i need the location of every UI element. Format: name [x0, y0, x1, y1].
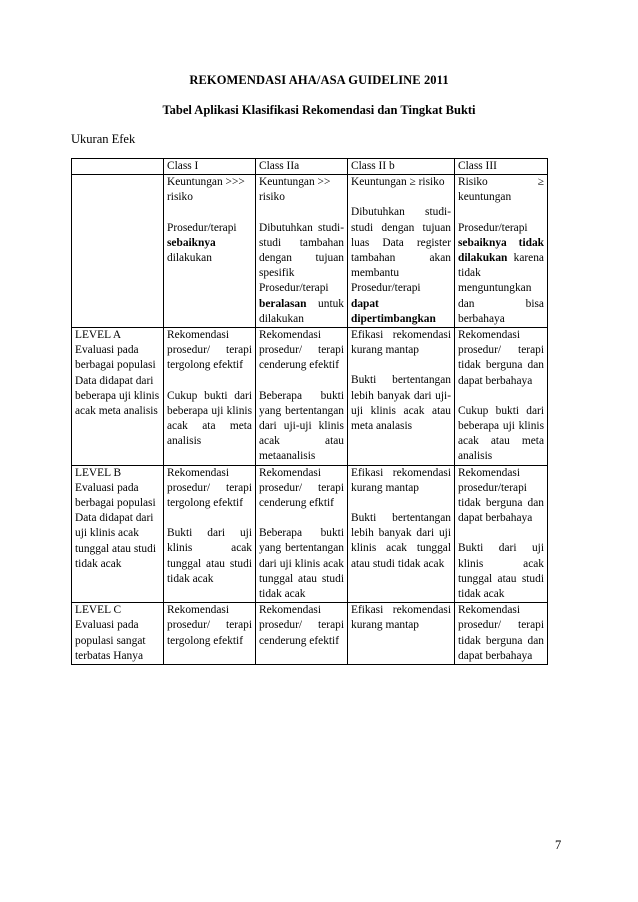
class-description-row	[72, 175, 548, 328]
class-i-ratio: Keuntungan >>> risiko	[167, 176, 245, 204]
class-iia-ratio: Keuntungan >> risiko	[259, 176, 331, 204]
level-b-class-i: Rekomendasi prosedur/ terapi tergolong efektif Bukti dari uji klinis acak tunggal atau studi tidak acak	[164, 465, 256, 603]
level-c-class-iib: Efikasi rekomendasi kurang mantap	[348, 603, 455, 665]
class-iia-description	[256, 175, 348, 328]
level-c-class-i: Rekomendasi prosedur/ terapi tergolong efektif	[164, 603, 256, 665]
level-a-class-iib: Efikasi rekomendasi kurang mantap Bukti bertentangan lebih banyak dari uji-uji klinis acak atau meta analasis	[348, 328, 455, 466]
level-b-label: LEVEL B	[75, 466, 122, 479]
class-iii-recommendation: Prosedur/terapi sebaiknya tidak dilakukan karena tidak menguntungkan dan bisa berbahaya	[458, 221, 544, 325]
table-title: Tabel Aplikasi Klasifikasi Rekomendasi dan Tingkat Bukti	[162, 103, 476, 117]
level-a-description: Evaluasi pada berbagai populasi Data didapat dari beberapa uji klinis acak meta analisis	[75, 344, 160, 418]
level-a-class-iia: Rekomendasi prosedur/ terapi cenderung efektif Beberapa bukti yang bertentangan dari uji-uji klinis acak atau metaanalisis	[256, 328, 348, 466]
header-class-i: Class I	[164, 159, 256, 175]
level-c-class-iii: Rekomendasi prosedur/ terapi tidak berguna dan dapat berbahaya	[455, 603, 548, 665]
document-title: REKOMENDASI AHA/ASA GUIDELINE 2011	[189, 73, 449, 87]
section-label: Ukuran Efek	[71, 132, 136, 146]
header-class-iib: Class II b	[348, 159, 455, 175]
class-i-recommendation: Prosedur/terapi sebaiknya dilakukan	[167, 221, 237, 265]
level-c-class-iia: Rekomendasi prosedur/ terapi cenderung efektif	[256, 603, 348, 665]
level-b-description: Evaluasi pada berbagai populasi Data didapat dari uji klinis acak tunggal atau studi tidak acak	[75, 481, 156, 570]
class-iia-recommendation: Dibutuhkan studi-studi tambahan dengan tujuan spesifik Prosedur/terapi beralasan untuk dilakukan	[259, 221, 344, 325]
class-i-description	[164, 175, 256, 328]
level-b-class-iii: Rekomendasi prosedur/terapi tidak berguna dan dapat berbahaya Bukti dari uji klinis acak tunggal atau studi tidak acak	[455, 465, 548, 603]
class-iii-ratio: Risiko ≥ keuntungan	[458, 176, 544, 204]
class-iii-description	[455, 175, 548, 328]
header-class-iii: Class III	[455, 159, 548, 175]
level-a-class-i: Rekomendasi prosedur/ terapi tergolong efektif Cukup bukti dari beberapa uji klinis acak ata meta analisis	[164, 328, 256, 466]
level-a-class-iii: Rekomendasi prosedur/ terapi tidak berguna dan dapat berbahaya Cukup bukti dari beberapa uji klinis acak atau meta analisis	[455, 328, 548, 466]
level-b-class-iia: Rekomendasi prosedur/ terapi cenderung efktif Beberapa bukti yang bertentangan dari uji klinis acak tunggal atau studi tidak acak	[256, 465, 348, 603]
level-c-description: Evaluasi pada populasi sangat terbatas Hanya	[75, 619, 146, 662]
description-empty-cell	[72, 175, 164, 328]
page-number: 7	[555, 838, 562, 852]
table-header-row	[72, 159, 548, 175]
level-a-row	[72, 328, 548, 466]
level-c-label-cell	[72, 603, 164, 665]
level-c-row	[72, 603, 548, 665]
level-c-label: LEVEL C	[75, 604, 122, 617]
header-class-iia: Class IIa	[256, 159, 348, 175]
class-iib-description	[348, 175, 455, 328]
recommendation-table	[71, 158, 548, 665]
header-empty	[72, 159, 164, 175]
level-b-row	[72, 465, 548, 603]
level-b-class-iib: Efikasi rekomendasi kurang mantap Bukti bertentangan lebih banyak dari uji klinis acak tunggal atau studi tidak acak	[348, 465, 455, 603]
level-b-label-cell	[72, 465, 164, 603]
class-iib-ratio: Keuntungan ≥ risiko	[351, 176, 445, 189]
level-a-label-cell	[72, 328, 164, 466]
level-a-label: LEVEL A	[75, 329, 122, 342]
class-iib-recommendation: Dibutuhkan studi-studi dengan tujuan luas Data register tambahan akan membantu Prosedur/terapi dapat dipertimbangkan	[351, 206, 451, 325]
